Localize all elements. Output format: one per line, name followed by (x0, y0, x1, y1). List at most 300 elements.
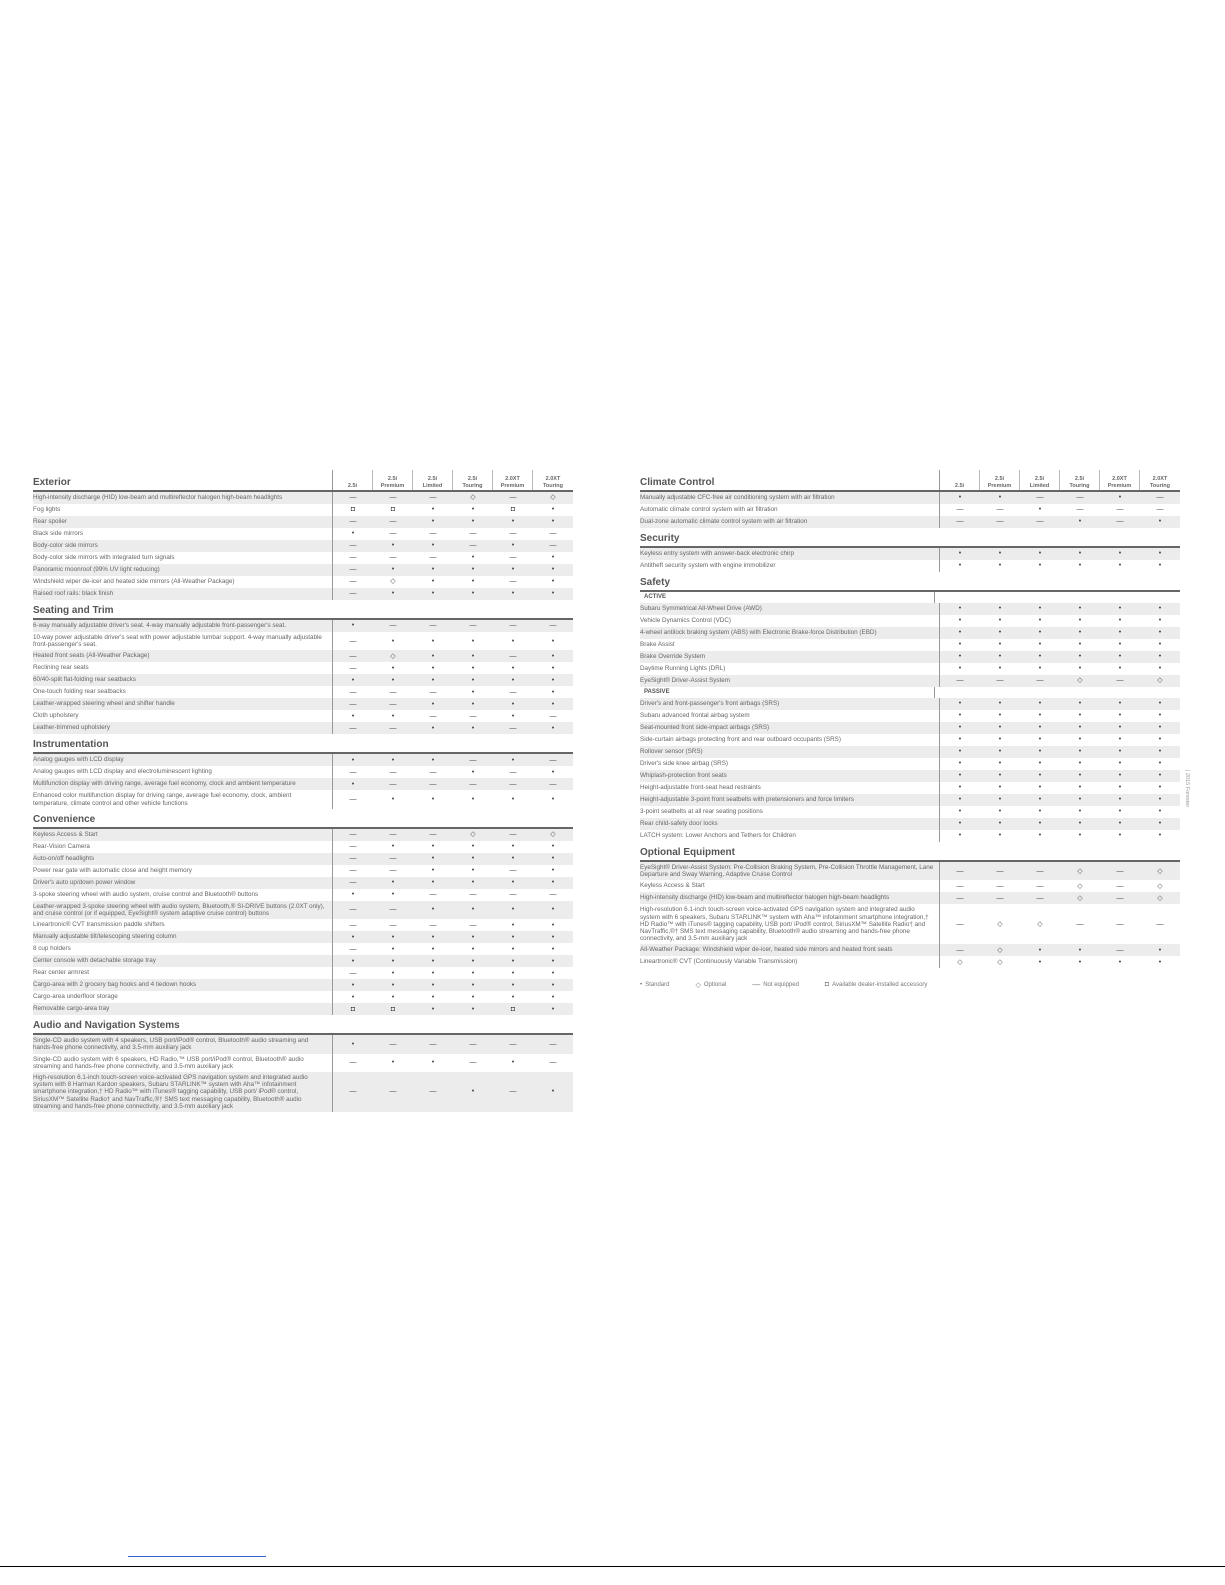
spec-section (33, 754, 573, 808)
availability-mark: — (956, 518, 964, 526)
availability-mark: — (429, 712, 437, 720)
availability-mark: • (1118, 494, 1122, 502)
legend-label: Available dealer-installed accessory (832, 981, 928, 988)
availability-mark: ◇ (550, 494, 556, 502)
availability-mark: — (389, 780, 397, 788)
feature-values (332, 528, 573, 540)
subsection-header (640, 592, 1180, 603)
availability-mark: • (431, 945, 435, 953)
availability-mark: — (349, 542, 357, 550)
availability-mark: — (429, 921, 437, 929)
availability-mark: • (1158, 772, 1162, 780)
availability-mark: — (389, 1088, 397, 1096)
availability-mark: • (1038, 605, 1042, 613)
availability-mark: • (471, 855, 475, 863)
availability-mark: • (431, 700, 435, 708)
availability-mark: — (349, 652, 357, 660)
table-row (33, 865, 573, 877)
availability-mark: • (1158, 665, 1162, 673)
availability-mark: — (1156, 506, 1164, 514)
availability-mark: • (551, 578, 555, 586)
availability-mark: • (471, 768, 475, 776)
availability-mark: ◘ (390, 506, 396, 514)
availability-mark: • (998, 712, 1002, 720)
availability-mark: — (1116, 946, 1124, 954)
feature-values (332, 829, 573, 841)
availability-mark: • (998, 562, 1002, 570)
availability-mark: • (1078, 653, 1082, 661)
availability-mark: • (391, 712, 395, 720)
availability-mark: • (1158, 617, 1162, 625)
feature-name: Leather-wrapped steering wheel and shifter handle (33, 700, 175, 708)
availability-mark: • (391, 957, 395, 965)
section-title: Seating and Trim (33, 605, 114, 616)
availability-mark: • (391, 664, 395, 672)
availability-mark: • (958, 617, 962, 625)
availability-mark: • (351, 957, 355, 965)
availability-mark: • (471, 906, 475, 914)
availability-mark: • (1078, 629, 1082, 637)
availability-mark: • (998, 772, 1002, 780)
availability-mark: • (351, 933, 355, 941)
availability-mark: • (958, 748, 962, 756)
feature-values (939, 615, 1180, 627)
availability-mark: • (511, 843, 515, 851)
availability-mark: — (429, 1088, 437, 1096)
availability-mark: • (471, 637, 475, 645)
feature-name: Leather-trimmed upholstery (33, 724, 110, 732)
availability-mark: • (431, 843, 435, 851)
feature-values (332, 766, 573, 778)
feature-values (939, 782, 1180, 794)
availability-mark: • (351, 993, 355, 1001)
availability-mark: • (471, 578, 475, 586)
feature-name: Auto-on/off headlights (33, 854, 95, 862)
availability-mark: • (1078, 641, 1082, 649)
section-title: Security (640, 533, 680, 544)
availability-mark: • (1158, 653, 1162, 661)
availability-mark: • (551, 664, 555, 672)
availability-mark: • (958, 796, 962, 804)
feature-values (332, 877, 573, 889)
availability-mark: • (998, 796, 1002, 804)
table-row (33, 841, 573, 853)
feature-values (332, 686, 573, 698)
table-row (33, 564, 573, 576)
availability-mark: • (551, 554, 555, 562)
availability-mark: • (551, 957, 555, 965)
availability-mark: • (1038, 617, 1042, 625)
column-header (413, 470, 453, 490)
availability-mark: — (389, 921, 397, 929)
availability-mark: — (1116, 506, 1124, 514)
availability-mark: • (391, 891, 395, 899)
feature-values (332, 632, 573, 650)
availability-mark: • (1158, 724, 1162, 732)
table-row (640, 710, 1180, 722)
availability-mark: • (958, 550, 962, 558)
availability-mark: • (958, 736, 962, 744)
availability-mark: • (551, 796, 555, 803)
availability-mark: • (958, 641, 962, 649)
availability-mark: • (551, 921, 555, 929)
availability-mark: — (429, 554, 437, 562)
feature-name: Body-color side mirrors with integrated turn signals (33, 554, 175, 561)
availability-mark: — (349, 879, 357, 887)
availability-mark: — (956, 894, 964, 902)
feature-name: High-resolution 6.1-inch touch-screen voice-activated GPS navigation system and integrated audio system with 6 speakers, Subaru STARLINK™ system with Aha™ infotainment smartphone integration,† HD Radio™ with iTunes® tagging capability, USB port/ iPod® control, SiriusXM™ Satellite Radio† and NavTraffic,®† SMS text messaging capability, Bluetooth® audio streaming and hands-free phone connectivity, and 3.5-mm auxiliary jack (640, 906, 929, 943)
link-underline (128, 1556, 266, 1557)
availability-mark: • (958, 700, 962, 708)
availability-mark: • (511, 518, 515, 526)
column-headers (939, 470, 1180, 490)
availability-mark: • (471, 957, 475, 965)
feature-name: Heated front seats (All-Weather Package) (33, 652, 150, 660)
legend-symbol: — (752, 980, 761, 989)
availability-mark: • (1038, 712, 1042, 720)
availability-mark: — (429, 780, 437, 788)
availability-mark: • (998, 724, 1002, 732)
availability-mark: • (1078, 832, 1082, 840)
availability-mark: • (1078, 518, 1082, 526)
feature-values (332, 991, 573, 1003)
table-row (33, 674, 573, 686)
availability-mark: — (549, 891, 557, 899)
availability-mark: • (391, 933, 395, 941)
feature-name: Analog gauges with LCD display and electroluminescent lighting (33, 768, 212, 776)
availability-mark: • (551, 700, 555, 708)
availability-mark: • (351, 676, 355, 684)
feature-values (939, 675, 1180, 687)
availability-mark: ◇ (1077, 867, 1083, 875)
availability-mark: • (511, 676, 515, 684)
availability-mark: • (1078, 796, 1082, 804)
availability-mark: • (471, 993, 475, 1001)
column-headers (332, 470, 573, 490)
column-header (493, 470, 533, 490)
feature-name: Whiplash-protection front seats (640, 772, 727, 779)
availability-mark: • (511, 993, 515, 1001)
availability-mark: • (1158, 641, 1162, 649)
feature-values (332, 674, 573, 686)
availability-mark: • (471, 664, 475, 672)
feature-values (332, 540, 573, 552)
table-row (33, 492, 573, 504)
table-row (33, 790, 573, 808)
availability-mark: — (1116, 882, 1124, 890)
availability-mark: • (551, 724, 555, 732)
availability-mark: ◇ (390, 578, 396, 586)
availability-mark: • (1118, 760, 1122, 768)
legend-label: Not equipped (763, 981, 799, 988)
feature-values (939, 734, 1180, 746)
bottom-rule (0, 1566, 1225, 1567)
feature-values (332, 943, 573, 955)
availability-mark: — (389, 855, 397, 863)
table-row (33, 1035, 573, 1053)
availability-mark: ◇ (1157, 677, 1163, 685)
availability-mark: — (956, 920, 964, 928)
availability-mark: • (551, 1005, 555, 1013)
feature-name: Enhanced color multifunction display for driving range, average fuel economy, clock, ambient temperature, climate control and other vehicle functions (33, 792, 292, 807)
availability-mark: — (349, 637, 357, 645)
feature-values (332, 853, 573, 865)
availability-mark: — (349, 700, 357, 708)
table-row (640, 639, 1180, 651)
availability-mark: • (431, 855, 435, 863)
table-row (33, 853, 573, 865)
availability-mark: • (958, 772, 962, 780)
availability-mark: • (998, 748, 1002, 756)
feature-name: Manually adjustable CFC-free air conditioning system with air filtration (640, 494, 835, 501)
feature-values (939, 663, 1180, 675)
subsection-header (640, 687, 1180, 698)
feature-values (332, 955, 573, 967)
feature-name: All-Weather Package: Windshield wiper de-icer, heated side mirrors and heated front seats (640, 946, 893, 954)
availability-mark: • (551, 855, 555, 863)
feature-values (939, 560, 1180, 572)
availability-mark: — (509, 780, 517, 788)
column-header (1100, 470, 1140, 490)
table-row (33, 829, 573, 841)
availability-mark: — (509, 768, 517, 776)
table-row (640, 627, 1180, 639)
feature-name: 3-spoke steering wheel with audio system, cruise control and Bluetooth® buttons (33, 890, 259, 898)
availability-mark: ◘ (350, 1005, 356, 1013)
section-header (33, 600, 573, 620)
availability-mark: — (1076, 494, 1084, 502)
feature-name: Power rear gate with automatic close and height memory (33, 866, 192, 874)
availability-mark: — (549, 780, 557, 788)
availability-mark: • (1078, 617, 1082, 625)
subsection-gap (934, 592, 1180, 603)
availability-mark: • (431, 590, 435, 598)
section-title: Audio and Navigation Systems (33, 1020, 180, 1032)
availability-mark: • (551, 906, 555, 914)
feature-values (939, 627, 1180, 639)
feature-name: Multifunction display with driving range, average fuel economy, clock and ambient temperature (33, 780, 296, 788)
availability-mark: — (429, 494, 437, 502)
availability-mark: • (958, 494, 962, 502)
table-row (640, 516, 1180, 528)
feature-name: Rollover sensor (SRS) (640, 748, 703, 755)
feature-name: Height-adjustable 3-point front seatbelts with pretensioners and force limiters (640, 796, 854, 803)
availability-mark: • (471, 867, 475, 875)
availability-mark: • (998, 820, 1002, 828)
column-header (453, 470, 493, 490)
availability-mark: — (429, 768, 437, 776)
feature-values (332, 650, 573, 662)
table-row (33, 632, 573, 650)
availability-mark: • (471, 590, 475, 598)
availability-mark: — (389, 831, 397, 839)
availability-mark: • (1118, 724, 1122, 732)
section-title: Instrumentation (33, 739, 109, 751)
availability-mark: • (511, 969, 515, 977)
feature-name: Automatic climate control system with air filtration (640, 506, 778, 513)
column-header-label: 2.0XT Premium (1107, 476, 1132, 489)
availability-mark: — (996, 894, 1004, 902)
availability-mark: ◇ (997, 920, 1003, 928)
feature-values (939, 504, 1180, 516)
availability-mark: — (509, 891, 517, 899)
table-row (33, 1054, 573, 1072)
availability-mark: — (956, 677, 964, 685)
feature-name: Reclining rear seats (33, 664, 89, 672)
availability-mark: — (429, 831, 437, 839)
availability-mark: — (389, 688, 397, 696)
availability-mark: — (1116, 677, 1124, 685)
availability-mark: • (1158, 796, 1162, 804)
availability-mark: • (998, 700, 1002, 708)
spec-section (640, 592, 1180, 687)
column-header-label: 2.5i Touring (1069, 476, 1090, 489)
availability-mark: — (349, 1088, 357, 1096)
feature-name: 60/40-split flat-folding rear seatbacks (33, 676, 136, 684)
availability-mark: • (1158, 712, 1162, 720)
availability-mark: • (1038, 772, 1042, 780)
section-header (33, 734, 573, 754)
feature-name: LATCH system: Lower Anchors and Tethers for Children (640, 832, 796, 839)
feature-name: Vehicle Dynamics Control (VDC) (640, 617, 731, 624)
availability-mark: — (1036, 867, 1044, 875)
availability-mark: • (551, 637, 555, 645)
feature-values (939, 516, 1180, 528)
availability-mark: • (511, 957, 515, 965)
availability-mark: • (351, 530, 355, 538)
availability-mark: • (1078, 665, 1082, 673)
availability-mark: • (511, 1059, 515, 1067)
feature-values (939, 956, 1180, 968)
feature-name: Body-color side mirrors (33, 542, 98, 549)
table-row (33, 686, 573, 698)
table-row (33, 919, 573, 931)
table-row (33, 766, 573, 778)
rows (33, 620, 573, 734)
availability-mark: — (349, 664, 357, 672)
availability-mark: • (391, 542, 395, 550)
availability-mark: • (1158, 958, 1162, 966)
availability-mark: ◘ (510, 1005, 516, 1013)
availability-mark: • (471, 843, 475, 851)
availability-mark: — (349, 831, 357, 839)
availability-mark: — (349, 578, 357, 586)
availability-mark: • (431, 724, 435, 732)
rows (640, 698, 1180, 842)
availability-mark: • (391, 1059, 395, 1067)
availability-mark: • (1078, 784, 1082, 792)
availability-mark: • (431, 867, 435, 875)
section-header (33, 1015, 573, 1035)
legend-item (695, 980, 726, 989)
feature-values (332, 754, 573, 766)
column-header (980, 470, 1020, 490)
availability-mark: — (389, 700, 397, 708)
availability-mark: • (431, 933, 435, 941)
availability-mark: ◇ (470, 831, 476, 839)
feature-name: Subaru Symmetrical All-Wheel Drive (AWD) (640, 605, 762, 612)
availability-mark: • (511, 664, 515, 672)
availability-mark: • (1158, 946, 1162, 954)
availability-mark: • (551, 945, 555, 953)
rows (33, 754, 573, 808)
subsection-label: ACTIVE (644, 594, 667, 600)
table-row (33, 698, 573, 710)
table-row (640, 770, 1180, 782)
feature-name: Seat-mounted front side-impact airbags (SRS) (640, 724, 770, 731)
feature-values (939, 603, 1180, 615)
availability-mark: • (551, 688, 555, 696)
table-row (33, 877, 573, 889)
availability-mark: • (1078, 712, 1082, 720)
spec-section (33, 829, 573, 1015)
availability-mark: • (351, 756, 355, 764)
availability-mark: • (1118, 808, 1122, 816)
feature-name: 6-way manually adjustable driver's seat. 4-way manually adjustable front-passenger's seat. (33, 622, 287, 629)
availability-mark: • (958, 784, 962, 792)
feature-values (332, 710, 573, 722)
availability-mark: — (469, 530, 477, 538)
table-row (640, 734, 1180, 746)
availability-mark: — (996, 506, 1004, 514)
availability-mark: — (956, 867, 964, 875)
column-header (1060, 470, 1100, 490)
availability-mark: — (509, 724, 517, 732)
availability-mark: • (551, 993, 555, 1001)
feature-name: Antitheft security system with engine immobilizer (640, 562, 776, 569)
availability-mark: — (509, 578, 517, 586)
legend-symbol: • (640, 981, 643, 988)
availability-mark: — (509, 622, 517, 630)
feature-values (332, 979, 573, 991)
feature-values (939, 746, 1180, 758)
table-row (33, 516, 573, 528)
feature-name: Brake Assist (640, 641, 675, 648)
availability-mark: — (956, 946, 964, 954)
feature-name: Cargo-area with 2 grocery bag hooks and 4 tiedown hooks (33, 981, 197, 989)
availability-mark: — (389, 622, 397, 630)
availability-mark: • (1038, 832, 1042, 840)
availability-mark: • (1038, 724, 1042, 732)
feature-values (939, 830, 1180, 842)
feature-values (332, 504, 573, 516)
availability-mark: • (1078, 958, 1082, 966)
availability-mark: • (958, 562, 962, 570)
availability-mark: • (1118, 700, 1122, 708)
feature-name: Fog lights (33, 506, 61, 513)
availability-mark: ◘ (510, 506, 516, 514)
rows (640, 548, 1180, 572)
column-header-label: 2.5i Touring (462, 476, 483, 489)
availability-mark: • (471, 652, 475, 660)
availability-mark: • (551, 981, 555, 989)
availability-mark: • (1078, 820, 1082, 828)
availability-mark: • (511, 637, 515, 645)
availability-mark: • (351, 891, 355, 899)
availability-mark: ◘ (350, 506, 356, 514)
subsection-label: PASSIVE (644, 689, 670, 695)
availability-mark: • (1038, 736, 1042, 744)
feature-name: Windshield wiper de-icer and heated side mirrors (All-Weather Package) (33, 578, 235, 585)
availability-mark: • (551, 768, 555, 776)
availability-mark: • (351, 780, 355, 788)
availability-mark: • (1038, 562, 1042, 570)
availability-mark: • (1158, 605, 1162, 613)
availability-mark: • (431, 664, 435, 672)
feature-name: Manually adjustable tilt/telescoping steering column (33, 933, 177, 941)
availability-mark: — (1156, 920, 1164, 928)
availability-mark: • (431, 578, 435, 586)
